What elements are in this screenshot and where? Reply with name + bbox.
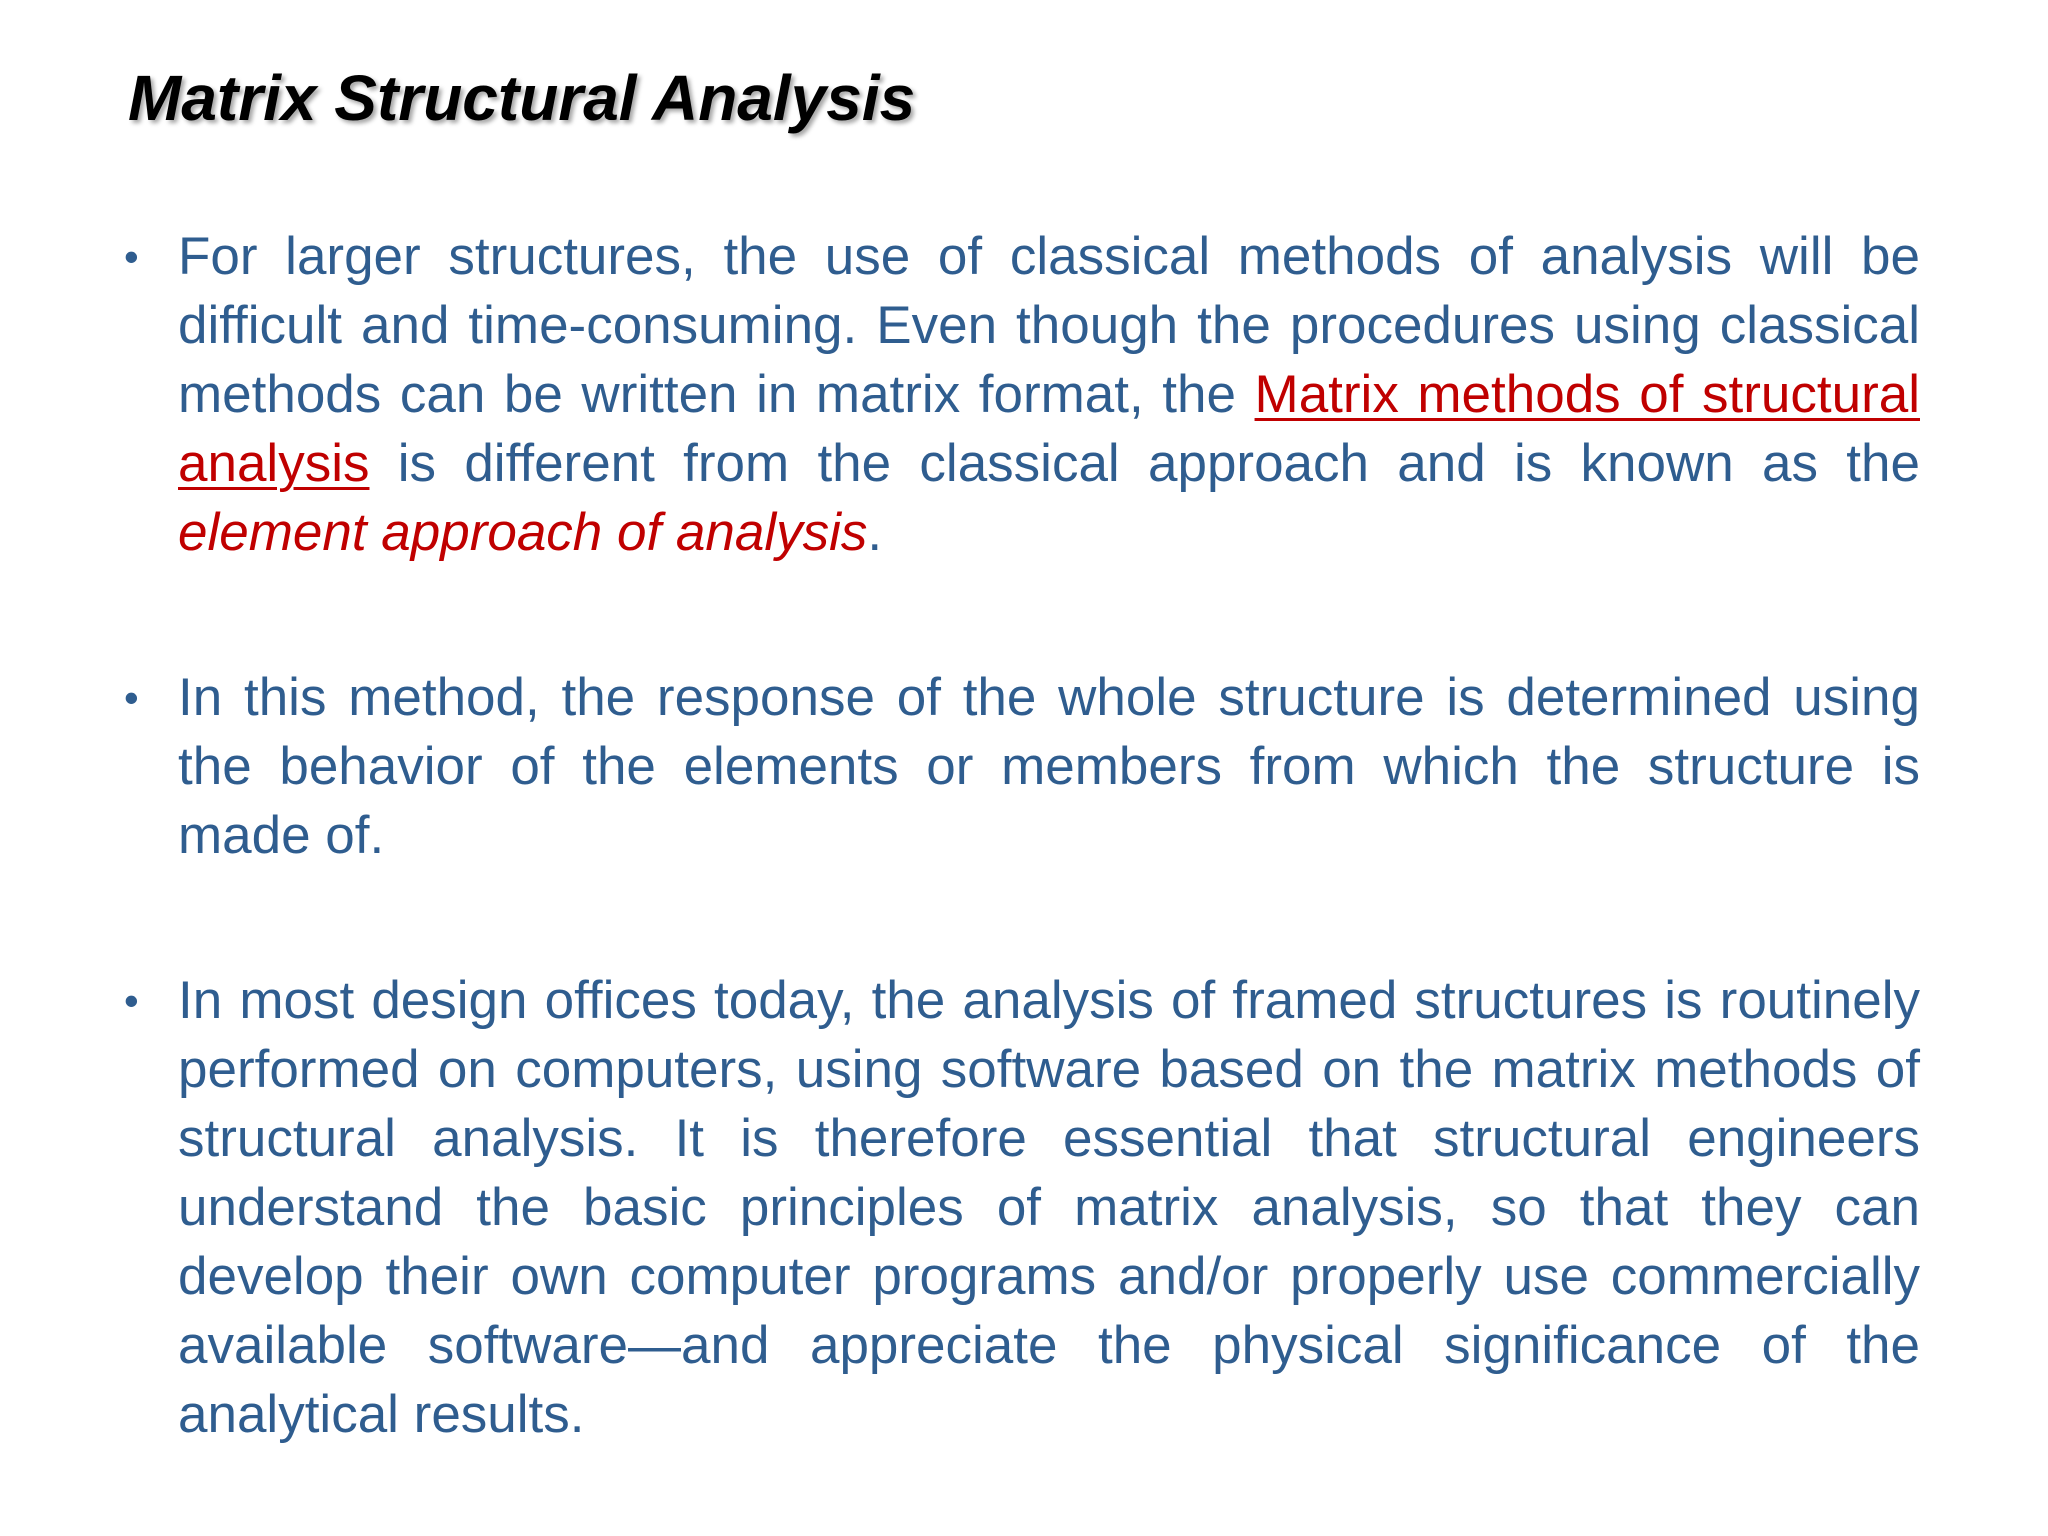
slide-title: Matrix Structural Analysis [128,62,916,134]
bullet-1-text-middle: is different from the classical approach and is known as the [369,434,1920,493]
bullet-item-1 [120,222,1920,567]
element-approach-emphasis: element approach of analysis [178,503,868,562]
bullet-item-3 [120,966,1920,1449]
bullet-2-text: In this method, the response of the whole structure is determined using the behavior of the elements or members from which the structure is made of. [178,668,1920,865]
bullet-3-text: In most design offices today, the analysis of framed structures is routinely performed on computers, using software based on the matrix methods of structural analysis. It is therefore essential that structural engineers understand the basic principles of matrix analysis, so that they can develop their own computer programs and/or properly use commercially available software—and appreciate the physical significance of the analytical results. [178,971,1920,1444]
bullet-1-text-before: For larger structures, the use of classical methods of analysis will be difficult and time-consuming. Even though the procedures using classical methods can be written in matrix format, the [178,227,1920,424]
matrix-methods-link[interactable]: Matrix methods of structural analysis [178,365,1920,493]
bullet-icon: • [124,233,139,280]
bullet-1-text-after: . [867,503,883,562]
bullet-icon: • [124,977,139,1024]
bullet-list [120,222,1920,1449]
bullet-icon: • [124,674,139,721]
bullet-item-2 [120,663,1920,870]
